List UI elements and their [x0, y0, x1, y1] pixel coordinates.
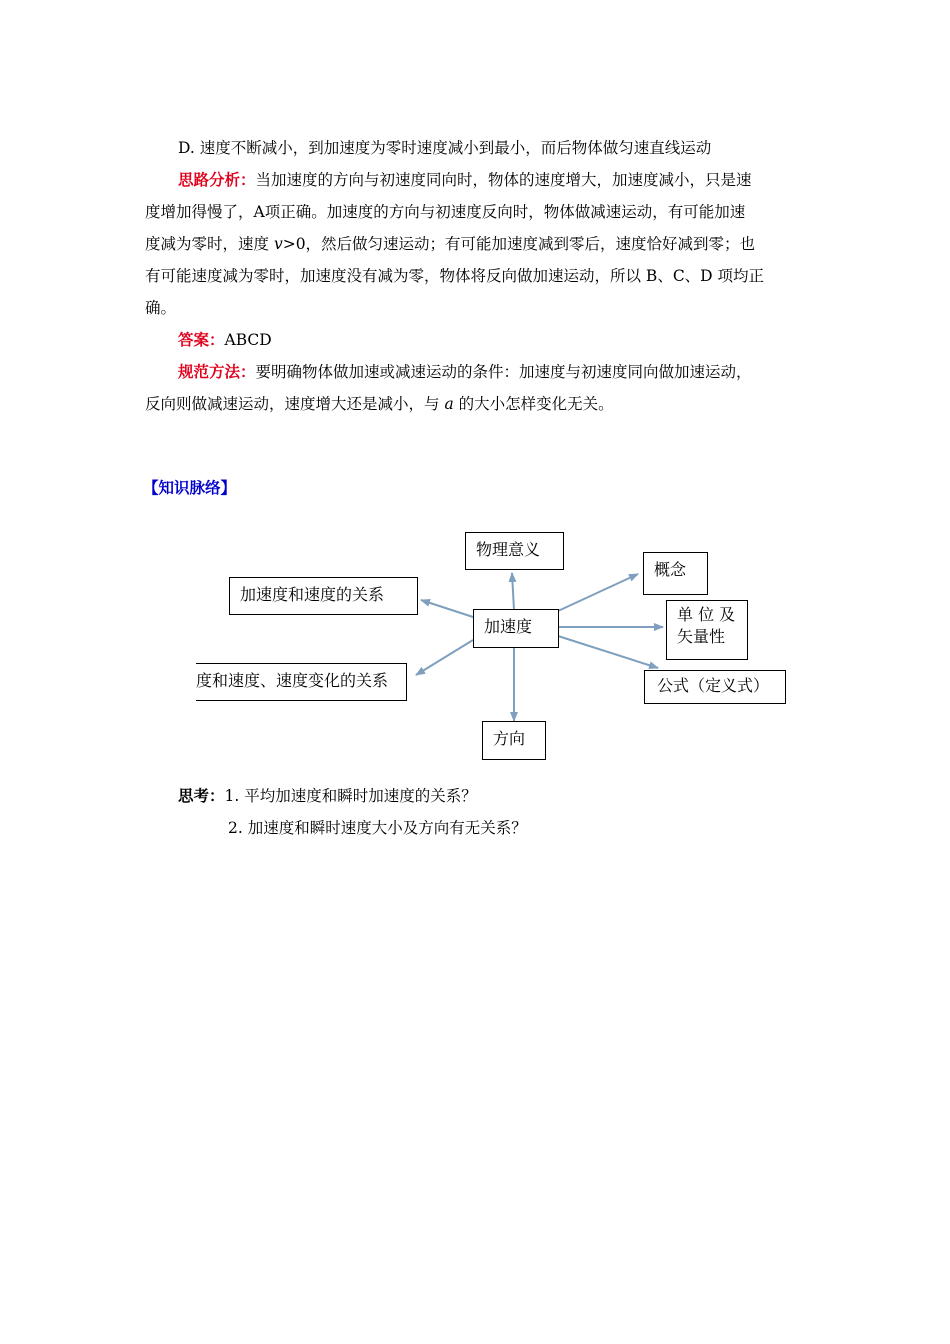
box-acceleration-center: 加速度 [473, 609, 559, 648]
method-label: 规范方法： [178, 363, 256, 381]
box-velocity-relation: 加速度和速度的关系 [229, 577, 418, 615]
unit-line-1: 单 位 及 [677, 605, 736, 624]
analysis-line-2: 度增加得慢了，A项正确。加速度的方向与初速度反向时，物体做减速运动，有可能加速 [145, 203, 746, 221]
think-line-1 [178, 786, 477, 806]
arrow-to-physical-meaning [512, 573, 514, 610]
box-physical-meaning: 物理意义 [465, 532, 564, 570]
answer-value: ABCD [224, 331, 272, 349]
acceleration-variable: a [444, 395, 454, 413]
arrow-to-formula [558, 636, 658, 668]
think-q2: 2. 加速度和瞬时速度大小及方向有无关系？ [228, 819, 527, 837]
velocity-variable: v [273, 235, 283, 253]
analysis-label: 思路分析： [178, 171, 256, 189]
box-velocity-change-relation: 度和速度、速度变化的关系 [196, 663, 407, 701]
section-title: 【知识脉络】 [143, 479, 237, 497]
analysis-line-4: 有可能速度减为零时，加速度没有减为零，物体将反向做加速运动，所以 B、C、D 项均正 [145, 267, 765, 285]
unit-line-2: 矢量性 [677, 627, 726, 646]
analysis-text-3a: 度减为零时，速度 [145, 235, 274, 253]
box-direction: 方向 [482, 721, 546, 760]
box-concept: 概念 [643, 552, 708, 595]
arrow-to-velocity-relation [421, 600, 473, 617]
arrow-to-concept [558, 574, 638, 611]
analysis-text-1: 当加速度的方向与初速度同向时，物体的速度增大，加速度减小，只是速 [255, 171, 752, 189]
method-text-2b: 的大小怎样变化无关。 [453, 395, 614, 413]
analysis-line-5: 确。 [145, 299, 177, 317]
method-text-2a: 反向则做减速运动，速度增大还是减小，与 [145, 395, 445, 413]
box-formula: 公式（定义式） [644, 670, 786, 704]
think-q1: 1. 平均加速度和瞬时加速度的关系？ [224, 787, 477, 805]
arrow-to-velocity-change-relation [416, 640, 473, 675]
option-d: D. 速度不断减小，到加速度为零时速度减小到最小，而后物体做匀速直线运动 [178, 139, 712, 157]
analysis-text-3b: >0，然后做匀速运动；有可能加速度减到零后，速度恰好减到零；也 [282, 235, 756, 253]
box-unit-vector [666, 600, 748, 660]
method-text-1: 要明确物体做加速或减速运动的条件：加速度与初速度同向做加速运动， [255, 363, 752, 381]
answer-label: 答案： [178, 331, 225, 349]
think-label: 思考： [178, 787, 225, 805]
